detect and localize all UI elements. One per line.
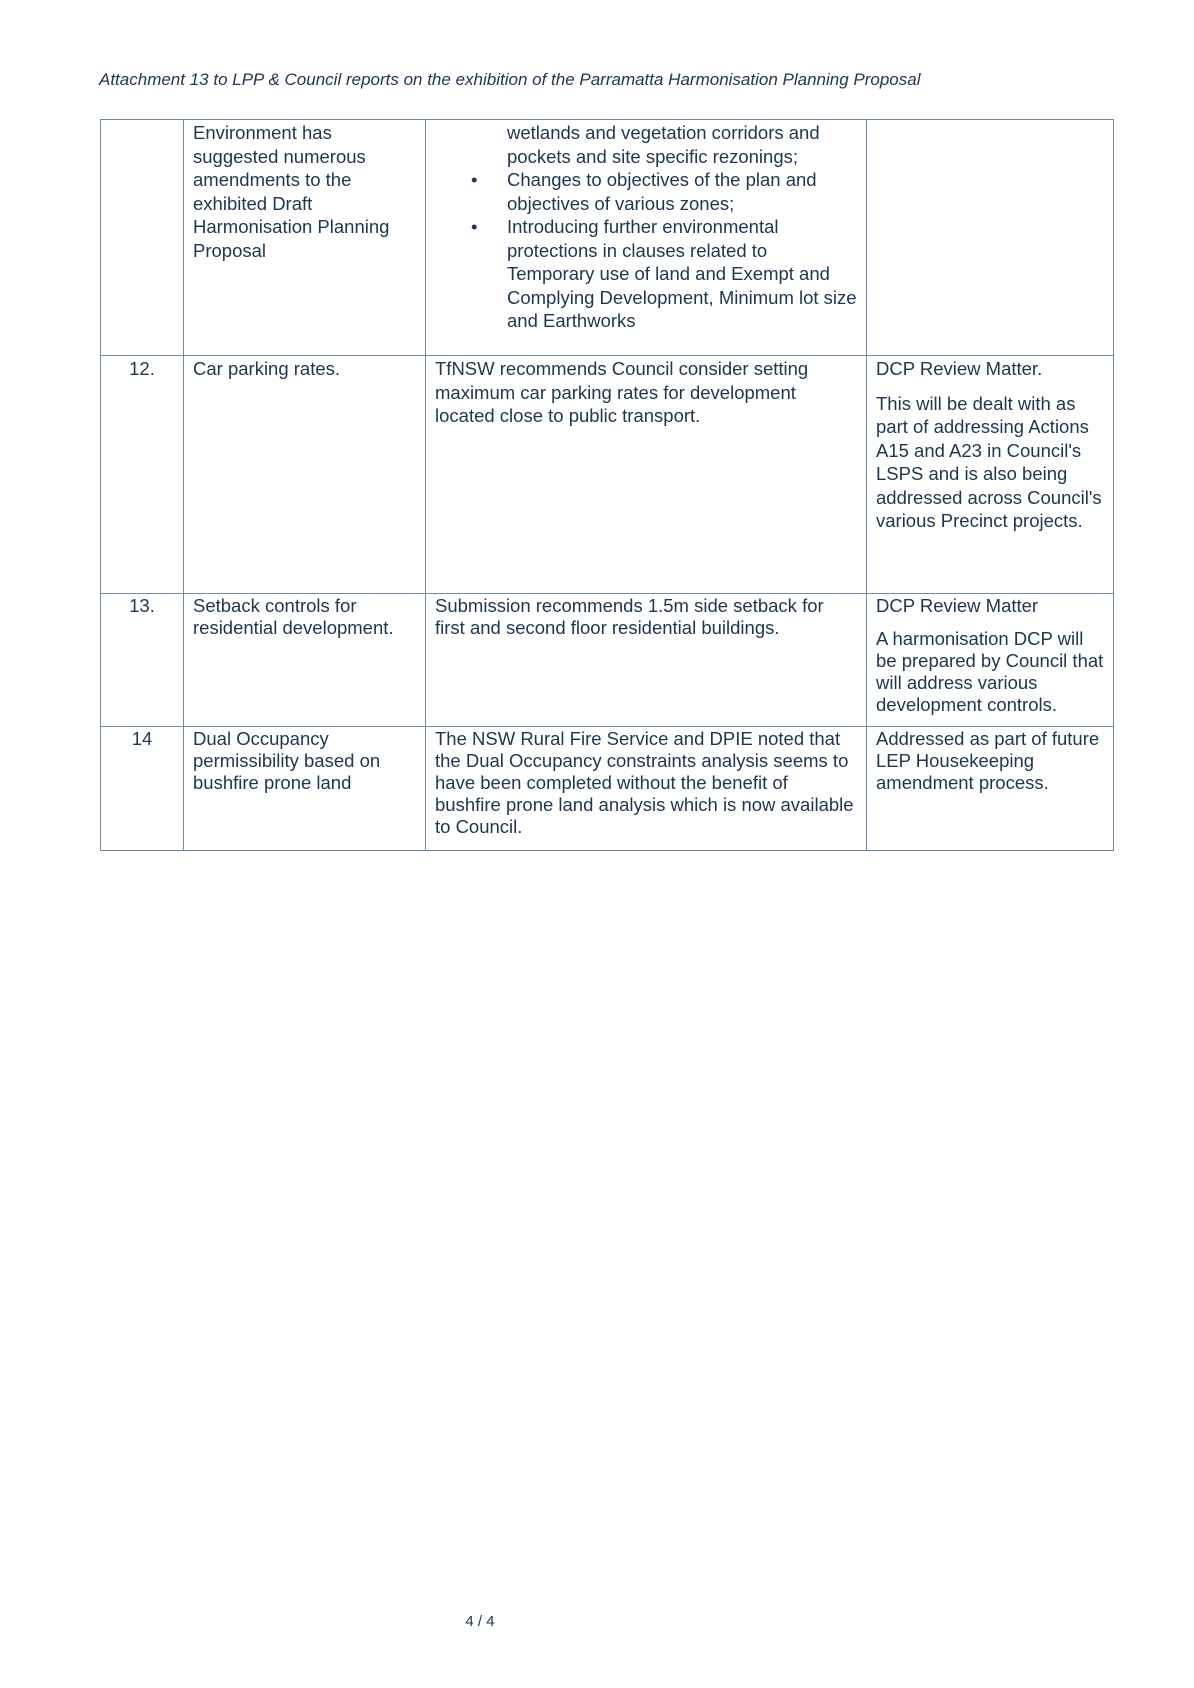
submission-cell bbox=[426, 120, 867, 356]
table-row bbox=[101, 727, 1114, 851]
row-number bbox=[101, 120, 184, 356]
issue-cell: Car parking rates. bbox=[184, 356, 426, 594]
row-number: 12. bbox=[101, 356, 184, 594]
submission-cell: The NSW Rural Fire Service and DPIE noted that the Dual Occupancy constraints analysis seems to have been completed without the benefit of bushfire prone land analysis which is now available to Council. bbox=[426, 727, 867, 851]
submissions-table bbox=[100, 119, 1114, 851]
response-body: A harmonisation DCP will be prepared by Council that will address various development controls. bbox=[876, 628, 1104, 715]
page-number: 4 / 4 bbox=[465, 1613, 495, 1630]
response-cell: Addressed as part of future LEP Housekeeping amendment process. bbox=[867, 727, 1114, 851]
response-title: DCP Review Matter bbox=[876, 595, 1039, 616]
response-cell bbox=[867, 594, 1114, 727]
response-cell bbox=[867, 120, 1114, 356]
issue-cell: Setback controls for residential development. bbox=[184, 594, 426, 727]
submission-cell: TfNSW recommends Council consider setting maximum car parking rates for development located close to public transport. bbox=[426, 356, 867, 594]
row-number: 14 bbox=[101, 727, 184, 851]
issue-cell: Environment has suggested numerous amendments to the exhibited Draft Harmonisation Planning Proposal bbox=[184, 120, 426, 356]
table-row bbox=[101, 356, 1114, 594]
response-title: DCP Review Matter. bbox=[876, 358, 1043, 379]
table-row bbox=[101, 594, 1114, 727]
submission-bullet-list bbox=[435, 121, 857, 333]
list-item: • Introducing further environmental protections in clauses related to Temporary use of land and Exempt and Complying Development, Minimum lot size and Earthworks bbox=[507, 215, 857, 333]
page-header-title: Attachment 13 to LPP & Council reports on the exhibition of the Parramatta Harmonisation Planning Proposal bbox=[99, 70, 921, 89]
issue-cell: Dual Occupancy permissibility based on bushfire prone land bbox=[184, 727, 426, 851]
table-row bbox=[101, 120, 1114, 356]
list-item: • Changes to objectives of the plan and objectives of various zones; bbox=[507, 168, 857, 215]
response-cell bbox=[867, 356, 1114, 594]
row-number: 13. bbox=[101, 594, 184, 727]
response-body: This will be dealt with as part of addressing Actions A15 and A23 in Council's LSPS and is also being addressed across Council's various Precinct projects. bbox=[876, 392, 1102, 531]
submission-cell: Submission recommends 1.5m side setback for first and second floor residential buildings. bbox=[426, 594, 867, 727]
list-item: wetlands and vegetation corridors and pockets and site specific rezonings; bbox=[507, 122, 820, 167]
